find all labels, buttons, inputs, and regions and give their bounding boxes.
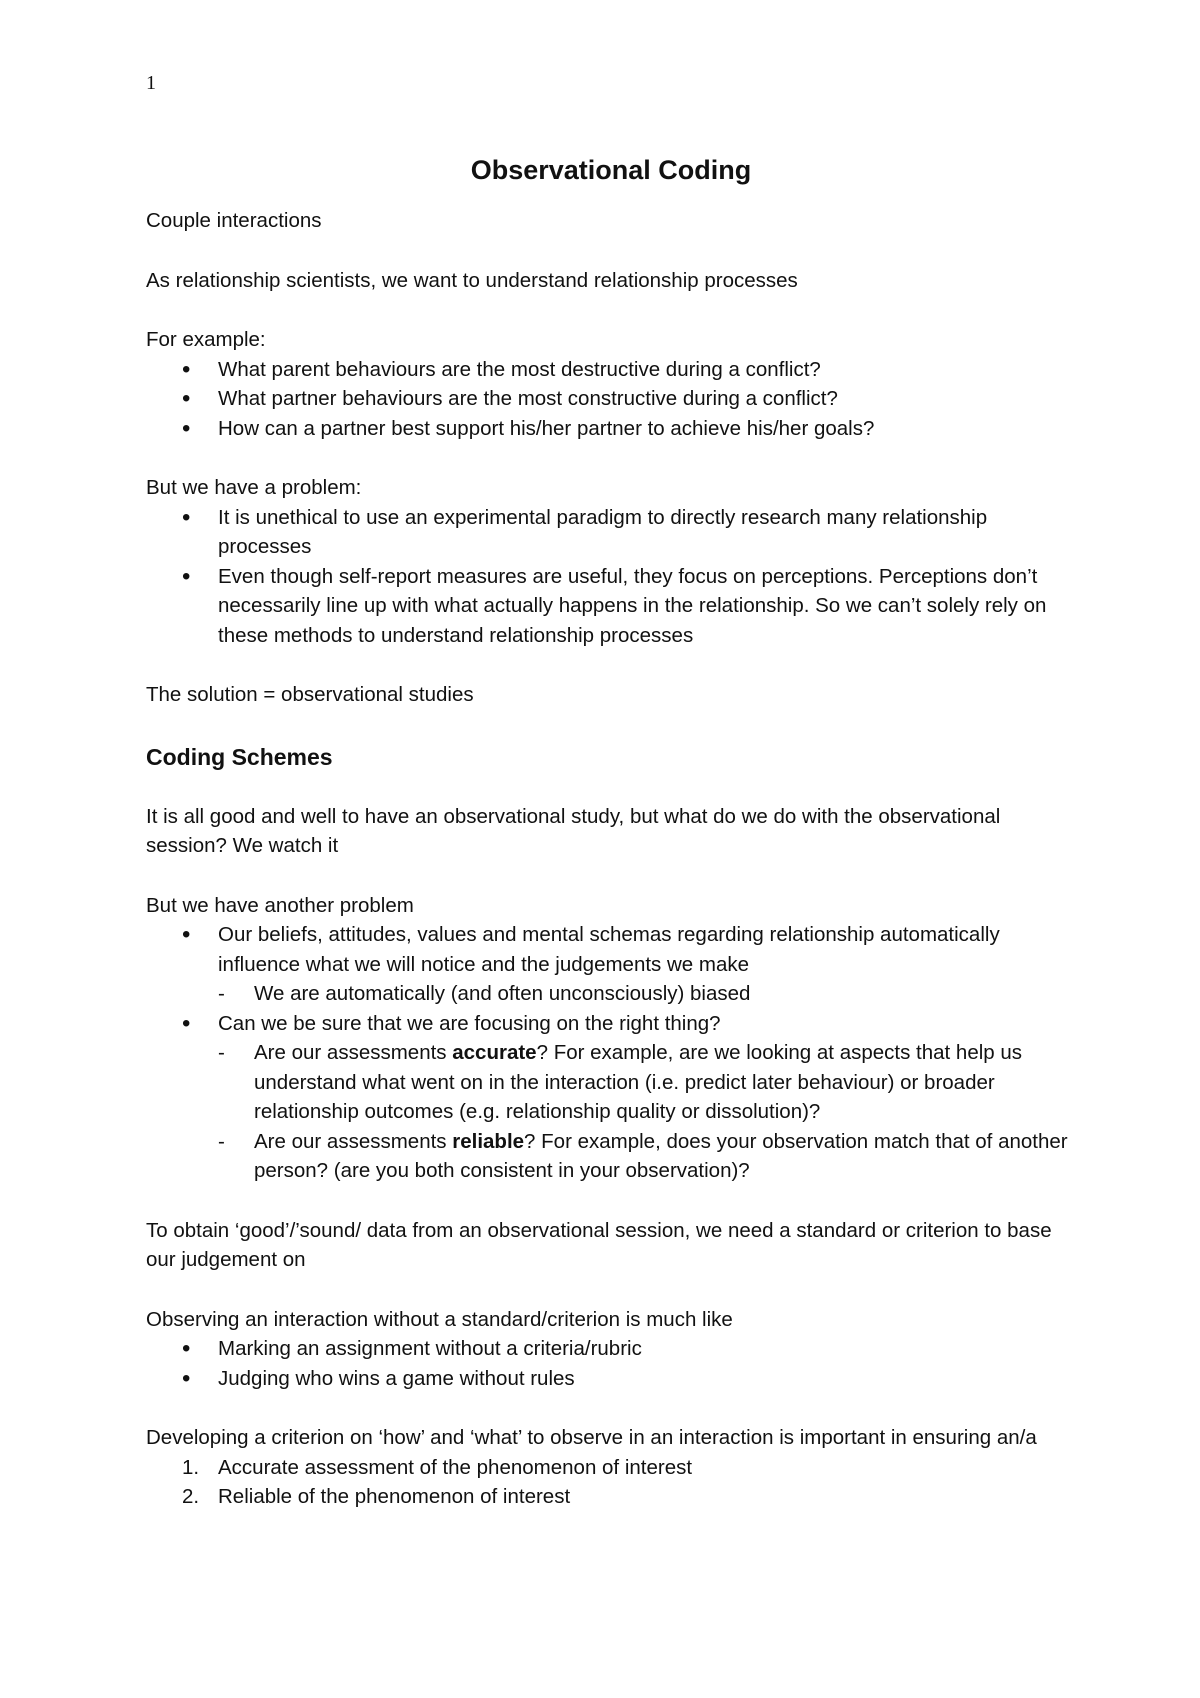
- observing-list: [146, 1334, 1076, 1393]
- text-fragment: ? For example, are we looking at aspects that help us understand what went on in the interaction (i.e. predict later behaviour) or broader relationship outcomes (e.g. relationship quality or dissolution)?: [254, 1041, 1023, 1123]
- section-subtitle: Couple interactions: [146, 209, 322, 232]
- sub-list-item-accurate: [218, 1038, 1076, 1127]
- sub-list: [218, 979, 1076, 1009]
- item-text: Reliable of the phenomenon of interest: [218, 1485, 571, 1508]
- item-number: 2.: [182, 1485, 200, 1508]
- list-item: [146, 920, 1076, 1009]
- another-problem-list: [146, 920, 1076, 1186]
- sub-list: [218, 1038, 1076, 1186]
- text-fragment: ? For example, does your observation match that of another person? (are you both consistent in your observation)?: [254, 1129, 1068, 1182]
- criterion-paragraph: To obtain ‘good’/’sound/ data from an observational session, we need a standard or criterion to base our judgement on: [146, 1218, 1052, 1271]
- bold-term-accurate: accurate: [452, 1041, 537, 1064]
- bold-term-reliable: reliable: [452, 1129, 525, 1153]
- list-item: • It is unethical to use an experimental paradigm to directly research many relationship processes: [146, 503, 1076, 562]
- sub-list-item: - We are automatically (and often unconsciously) biased: [218, 979, 1076, 1009]
- intro-lead: As relationship scientists, we want to understand relationship processes: [146, 268, 798, 292]
- list-item-text: Our beliefs, attitudes, values and mental schemas regarding relationship automatically influence what we will notice and the judgements we make: [218, 923, 1000, 976]
- list-item: • Marking an assignment without a criteria/rubric: [146, 1334, 1076, 1364]
- numbered-item: [146, 1482, 1076, 1512]
- list-item: • How can a partner best support his/her partner to achieve his/her goals?: [146, 414, 1076, 444]
- developing-paragraph: Developing a criterion on ‘how’ and ‘what’ to observe in an interaction is important in ensuring an/a: [146, 1426, 1037, 1449]
- document-body: [146, 150, 1076, 1542]
- example-list: [146, 355, 1076, 444]
- problem-list: [146, 503, 1076, 651]
- item-number: 1.: [182, 1455, 200, 1479]
- list-item: [146, 1009, 1076, 1186]
- text-fragment: Are our assessments: [254, 1041, 453, 1064]
- numbered-item: [146, 1453, 1076, 1483]
- list-item: • Judging who wins a game without rules: [146, 1364, 1076, 1394]
- sub-list-item-reliable: [218, 1127, 1076, 1186]
- list-item: • Even though self-report measures are useful, they focus on perceptions. Perceptions don’t necessarily line up with what actually happens in the relationship. So we can’t solely rely on these methods to understand relationship processes: [146, 562, 1076, 651]
- page-number: 1: [146, 72, 156, 94]
- text-fragment: Are our assessments: [254, 1129, 453, 1153]
- list-item: • What partner behaviours are the most constructive during a conflict?: [146, 384, 1076, 414]
- list-item: • What parent behaviours are the most destructive during a conflict?: [146, 355, 1076, 385]
- numbered-list: [146, 1453, 1076, 1512]
- item-text: Accurate assessment of the phenomenon of interest: [218, 1455, 693, 1479]
- solution-text: The solution = observational studies: [146, 683, 474, 706]
- document-title: Observational Coding: [470, 155, 752, 185]
- coding-intro: It is all good and well to have an observational study, but what do we do with the observational session? We watch it: [146, 804, 1001, 857]
- problem-label: But we have a problem:: [146, 476, 362, 499]
- another-problem-label: But we have another problem: [146, 893, 414, 917]
- example-label: For example:: [146, 328, 266, 351]
- coding-schemes-heading: Coding Schemes: [146, 743, 333, 770]
- list-item-text: Can we be sure that we are focusing on the right thing?: [218, 1011, 721, 1035]
- observing-label: Observing an interaction without a standard/criterion is much like: [146, 1307, 733, 1331]
